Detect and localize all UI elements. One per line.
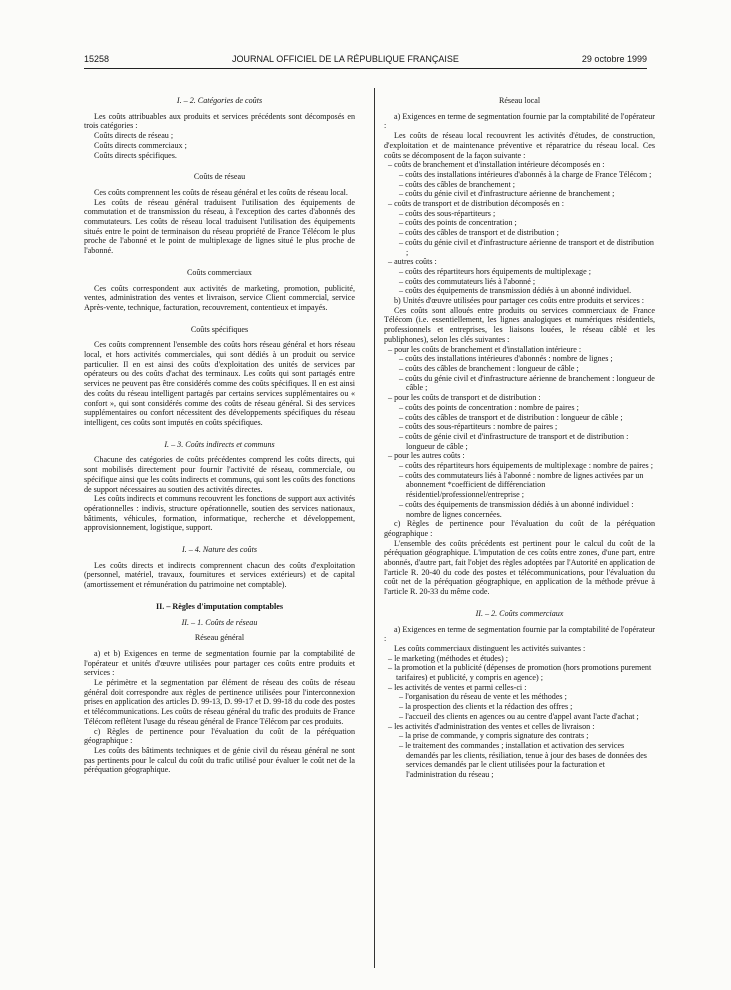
right-column [384, 96, 655, 780]
list-item: – coûts des points de concentration : nombre de paires ; [399, 402, 579, 412]
paragraph: Ces coûts correspondent aux activités de marketing, promotion, publicité, ventes, administration des ventes et livraison, service Client commercial, service Après-vente, technique, facturation, recouvrement, contentieux et impayés. [84, 283, 355, 312]
list-item: – coûts des équipements de transmission dédiés à un abonné individuel. [399, 286, 632, 296]
list-item: – l'accueil des clients en agences ou au centre d'appel avant l'acte d'achat ; [399, 711, 639, 721]
list-item: – le marketing (méthodes et études) ; [388, 653, 509, 663]
list-item: – coûts des points de concentration ; [399, 218, 517, 228]
list-item: – coûts des sous-répartiteurs ; [399, 208, 496, 218]
paragraph: a) Exigences en terme de segmentation fournie par la comptabilité de l'opérateur : [384, 624, 655, 644]
heading-couts-reseau: Coûts de réseau [193, 172, 246, 182]
paragraph: a) Exigences en terme de segmentation fournie par la comptabilité de l'opérateur : [384, 111, 655, 131]
list-item: – la promotion et la publicité (dépenses de promotion (hors promotions purement tarifaires) et publicité, y compris en agence) ; [388, 663, 652, 683]
list-item: – coûts des équipements de transmission dédiés à un abonné individuel : nombre de lignes concernées. [399, 499, 634, 519]
heading-couts-commerciaux-regles: II. – 2. Coûts commerciaux [475, 608, 564, 618]
publication-date: 29 octobre 1999 [581, 54, 647, 64]
list-item: – le traitement des commandes ; installation et activation des services demandés par les clients, résiliation, tenue à jour des bases de données des services demandés par le client utilisées pour la facturation et l'administration du réseau ; [399, 741, 647, 780]
heading-reseau-local: Réseau local [498, 96, 541, 105]
paragraph: b) Unités d'œuvre utilisées pour partager ces coûts entre produits et services : [394, 296, 645, 306]
list-item: – coûts des commutateurs liés à l'abonné : nombre de lignes activées par un abonnement *coefficient de différenciation résidentiel/professionnel/entreprise ; [399, 470, 644, 500]
paragraph: Les coûts commerciaux distinguent les activités suivantes : [394, 643, 586, 653]
journal-title: JOURNAL OFFICIEL DE LA RÉPUBLIQUE FRANÇAISE [232, 54, 459, 64]
list-item: Coûts directs spécifiques. [94, 150, 177, 160]
left-column [84, 96, 355, 775]
heading-regles-imputation: II. – Règles d'imputation comptables [155, 601, 284, 611]
list-item: – la prospection des clients et la rédaction des offres ; [399, 702, 573, 712]
heading-categories: I. – 2. Catégories de coûts [176, 96, 263, 105]
paragraph: c) Règles de pertinence pour l'évaluation du coût de la péréquation géographique : [384, 519, 655, 538]
paragraph: Ces coûts comprennent les coûts de réseau général et les coûts de réseau local. [94, 187, 348, 197]
heading-couts-commerciaux: Coûts commerciaux [187, 267, 252, 277]
list-item: – la prise de commande, y compris signature des contrats ; [399, 731, 589, 741]
list-item: – autres coûts : [388, 257, 437, 267]
paragraph: c) Règles de pertinence pour l'évaluation du coût de la péréquation géographique : [84, 726, 355, 746]
paragraph: L'ensemble des coûts précédents est pertinent pour le calcul du coût de la péréquation géographique. L'imputation de ces coûts entre zones, d'une part, entre abonnés, d'autre part, fait l'objet des règles adoptées par l'Autorité en application de l'article R. 20-40 du code des postes et télécommunications, pour l'évaluation du coût net de la péréquation géographique, en application de la méthode prévue à l'article R. 20-33 du même code. [384, 538, 655, 597]
list-item: – coûts des câbles de transport et de distribution : longueur de câble ; [399, 412, 623, 422]
list-item: Coûts directs de réseau ; [94, 131, 174, 141]
column-divider [374, 88, 375, 968]
list-item: – coûts des câbles de transport et de distribution ; [399, 228, 559, 238]
header-rule [84, 68, 647, 69]
list-item: – coûts des câbles de branchement : longueur de câble ; [399, 363, 579, 373]
paragraph: Chacune des catégories de coûts précédentes comprend les coûts directs, qui sont mobilisés directement pour fournir l'activité de réseau, commerciale, ou spécifique ainsi que les coûts indirects et communs, qui sont les coûts des fonctions de support nécessaires au soutien des activités directes. [84, 455, 355, 494]
page-number: 15258 [84, 54, 110, 64]
heading-couts-indirects: I. – 3. Coûts indirects et communs [164, 439, 275, 449]
heading-nature-couts: I. – 4. Nature des coûts [181, 545, 257, 555]
heading-couts-de-reseau: II. – 1. Coûts de réseau [181, 617, 258, 627]
list-item: – coûts des commutateurs liés à l'abonné ; [399, 276, 536, 286]
list-item: Coûts directs commerciaux ; [94, 140, 187, 150]
list-item: – pour les autres coûts : [388, 451, 465, 461]
list-item: – les activités d'administration des ventes et celles de livraison : [388, 721, 595, 731]
list-item: – les activités de ventes et parmi celles-ci : [388, 682, 527, 692]
list-item: – coûts des câbles de branchement ; [399, 179, 515, 189]
paragraph: a) et b) Exigences en terme de segmentation fournie par la comptabilité de l'opérateur et unités d'œuvre utilisées pour partager ces coûts entre produits et services : [84, 648, 355, 678]
list-item: – coûts des répartiteurs hors équipements de multiplexage : nombre de paires ; [399, 461, 653, 471]
list-item: – coûts de branchement et d'installation intérieure décomposés en : [388, 160, 605, 170]
list-item: – coûts du génie civil et d'infrastructure aérienne de transport et de distribution ; [399, 237, 654, 257]
list-item: – l'organisation du réseau de vente et les méthodes ; [399, 692, 567, 702]
paragraph: Les coûts directs et indirects comprennent chacun des coûts d'exploitation (personnel, matériel, travaux, fournitures et services extérieurs) et de capital (amortissement et rémunération du patrimoine net comptable). [84, 560, 355, 590]
list-item: – coûts du génie civil et d'infrastructure aérienne de branchement ; [399, 189, 615, 199]
list-item: – coûts de transport et de distribution décomposés en : [388, 199, 565, 209]
paragraph: Les coûts des bâtiments techniques et de génie civil du réseau général ne sont pas pertinents pour le calcul du coût du trafic utilisé pour évaluer le coût net de la péréquation géographique. [84, 745, 355, 775]
list-item: – coûts des installations intérieures d'abonnés : nombre de lignes ; [399, 354, 613, 364]
heading-reseau-general: Réseau général [194, 633, 245, 643]
paragraph: Les coûts attribuables aux produits et services précédents sont décomposés en trois catégories : [84, 111, 355, 131]
list-item: – pour les coûts de branchement et d'installation intérieure : [388, 344, 582, 354]
paragraph: Les coûts indirects et communs recouvrent les fonctions de support aux activités opérationnelles : indivis, structure opérationnelle, soutien des services nationaux, bâtiments, véhicules, formation, informatique, recherche et développement, approvisionnement, logistique, support. [84, 494, 355, 533]
paragraph: Les coûts de réseau général traduisent l'utilisation des équipements de commutation et de transmission du réseau, à l'exception des cartes d'abonnés des commutateurs. Les coûts de réseau local traduisent l'utilisation des équipements situés entre le point de terminaison du réseau propriété de France Télécom le plus proche de l'abonné et le point de multiplexage de lignes situé le plus proche de l'abonné. [84, 197, 355, 256]
list-item: – coûts de génie civil et d'infrastructure de transport et de distribution : longueur de câble ; [399, 431, 629, 451]
paragraph: Les coûts de réseau local recouvrent les activités d'études, de construction, d'exploitation et de maintenance préventive et réparatrice du réseau local. Ces coûts se décomposent de la façon suivante : [384, 131, 655, 160]
list-item: – coûts du génie civil et d'infrastructure aérienne de branchement : longueur de câble ; [399, 373, 655, 393]
list-item: – coûts des installations intérieures d'abonnés à la charge de France Télécom ; [399, 169, 652, 179]
paragraph: Ces coûts comprennent l'ensemble des coûts hors réseau général et hors réseau local, et hors activités commerciales, qui sont dédiés à un produit ou service particulier. Il en est ainsi des coûts d'exploitation des unités de services par opérateurs ou des coûts d'achat des terminaux. Les coûts qui sont partagés entre services ne peuvent pas être considérés comme des coûts spécifiques. Il en est ainsi des coûts du réseau intelligent partagés par certains services supplémentaires ou « confort », qui sont considérés comme des coûts de réseau général. Si des services supplémentaires ou confort nécessitent des développements spécifiques du réseau intelligent, ces coûts sont imputés en coûts spécifiques. [84, 340, 355, 427]
list-item: – coûts des sous-répartiteurs : nombre de paires ; [399, 422, 558, 432]
paragraph: Ces coûts sont alloués entre produits ou services commerciaux de France Télécom (i.e. essentiellement, les lignes analogiques et numériques résidentiels, professionnels et entreprises, les liaisons louées, le réseau câblé et les publiphones), selon les clés suivantes : [384, 305, 655, 344]
heading-couts-specifiques: Coûts spécifiques [190, 324, 249, 334]
paragraph: Le périmètre et la segmentation par élément de réseau des coûts de réseau général doit correspondre aux règles de pertinence utilisées pour l'interconnexion prises en application des articles D. 99-13, D. 99-17 et D. 99-18 du code des postes et télécommunications. Les coûts de réseau général du trafic des produits de France Télécom reflètent l'usage du réseau général de France Télécom par ces produits. [84, 678, 355, 726]
list-item: – coûts des répartiteurs hors équipements de multiplexage ; [399, 266, 591, 276]
page-header [84, 52, 647, 66]
list-item: – pour les coûts de transport et de distribution : [388, 393, 541, 403]
